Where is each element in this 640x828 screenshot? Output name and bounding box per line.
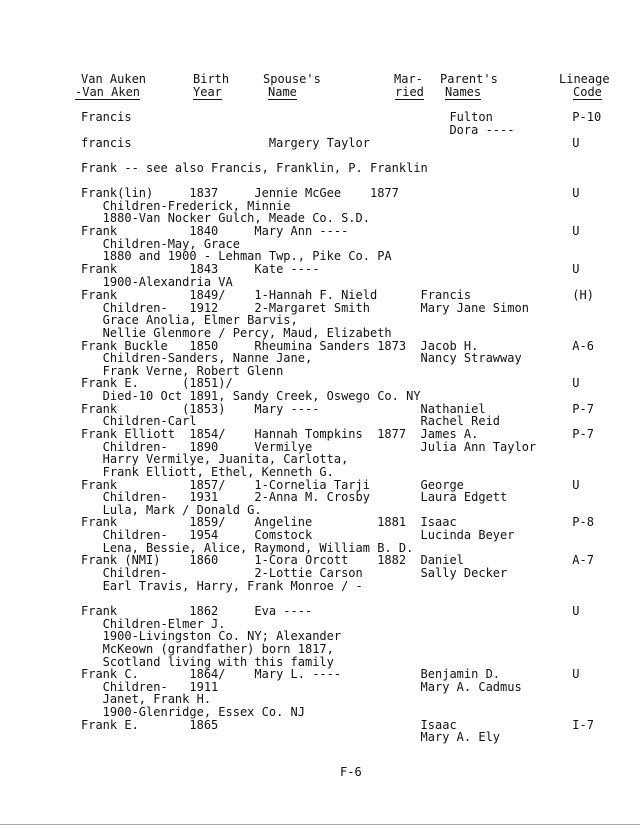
header-lineage-1: Lineage (559, 72, 610, 86)
header-married-2: ried (395, 85, 424, 99)
header-married-1: Mar- (394, 72, 423, 86)
list-line: Earl Travis, Harry, Frank Monroe / - (81, 579, 363, 593)
list-line: Mary A. Ely (81, 730, 501, 744)
list-line: francis Margery Taylor U (81, 136, 580, 150)
list-line: Frank 1849/ 1-Hannah F. Nield Francis (H) (81, 288, 594, 302)
list-line: Frank 1840 Mary Ann ---- U (81, 224, 580, 238)
header-parents-1: Parent's (440, 72, 498, 86)
header-spouse-2: Name (268, 85, 297, 99)
list-line: Dora ---- (81, 123, 515, 137)
list-line: Children-Elmer J. (81, 617, 226, 631)
list-line: Nellie Glenmore / Percy, Maud, Elizabeth (81, 326, 392, 340)
list-line: Lula, Mark / Donald G. (81, 503, 262, 517)
list-line: Children- 2-Lottie Carson Sally Decker (81, 566, 508, 580)
list-line: Children- 1954 Comstock Lucinda Beyer (81, 528, 515, 542)
list-line: Frank 1862 Eva ---- U (81, 604, 580, 618)
list-line: Children- 1911 Mary A. Cadmus (81, 680, 522, 694)
list-line: Children- 1931 2-Anna M. Crosby Laura Edgett (81, 490, 508, 504)
header-birth-1: Birth (193, 72, 230, 86)
list-line: 1900-Glenridge, Essex Co. NJ (81, 705, 305, 719)
list-line: Janet, Frank H. (81, 692, 212, 706)
list-line: Frank Buckle 1850 Rheumina Sanders 1873 Jacob H. A-6 (81, 339, 594, 353)
list-line: Scotland living with this family (81, 655, 334, 669)
list-line: Frank (NMI) 1860 1-Cora Orcott 1882 Daniel A-7 (81, 553, 594, 567)
list-line: Children-May, Grace (81, 237, 240, 251)
header-name-2: -Van Aken (75, 85, 141, 99)
list-line: Died-10 Oct 1891, Sandy Creek, Oswego Co. NY (81, 389, 421, 403)
list-line: McKeown (grandfather) born 1817, (81, 642, 334, 656)
list-line: 1900-Livingston Co. NY; Alexander (81, 629, 342, 643)
list-line: Frank 1843 Kate ---- U (81, 262, 580, 276)
list-line: Lena, Bessie, Alice, Raymond, William B. D. (81, 541, 414, 555)
scan-edge-line (0, 824, 640, 825)
list-line: Frank 1857/ 1-Cornelia Tarji George U (81, 478, 580, 492)
list-line: Children- 1912 2-Margaret Smith Mary Jane Simon (81, 301, 529, 315)
list-line: 1880-Van Nocker Gulch, Meade Co. S.D. (81, 211, 370, 225)
list-line: 1880 and 1900 - Lehman Twp., Pike Co. PA (81, 249, 392, 263)
list-line: Frank E. 1865 Isaac I-7 (81, 718, 594, 732)
list-line: Frank Elliott, Ethel, Kenneth G. (81, 465, 334, 479)
list-line: 1900-Alexandria VA (81, 275, 233, 289)
page-number: F-6 (340, 765, 362, 779)
list-line: Children-Sanders, Nanne Jane, Nancy Strawway (81, 351, 522, 365)
list-line: Frank 1859/ Angeline 1881 Isaac P-8 (81, 515, 594, 529)
list-line: Frank E. (1851)/ U (81, 376, 580, 390)
list-line: Francis Fulton P-10 (81, 110, 602, 124)
list-line: Grace Anolia, Elmer Barvis, (81, 313, 298, 327)
list-line: Children- 1890 Vermilye Julia Ann Taylor (81, 440, 537, 454)
list-line: Frank C. 1864/ Mary L. ---- Benjamin D. U (81, 667, 580, 681)
list-line: Children-Carl Rachel Reid (81, 414, 501, 428)
list-line: Frank (1853) Mary ---- Nathaniel P-7 (81, 402, 594, 416)
header-lineage-2: Code (573, 85, 602, 99)
list-line: Frank(lin) 1837 Jennie McGee 1877 U (81, 186, 580, 200)
header-name-1: Van Auken (81, 72, 147, 86)
list-line: Harry Vermilye, Juanita, Carlotta, (81, 452, 349, 466)
list-line: Children-Frederick, Minnie (81, 199, 291, 213)
list-line: Frank Elliott 1854/ Hannah Tompkins 1877 James A. P-7 (81, 427, 594, 441)
header-spouse-1: Spouse's (263, 72, 321, 86)
header-birth-2: Year (193, 85, 222, 99)
list-line: Frank Verne, Robert Glenn (81, 364, 284, 378)
list-line: Frank -- see also Francis, Franklin, P. Franklin (81, 161, 428, 175)
header-parents-2: Names (445, 85, 482, 99)
